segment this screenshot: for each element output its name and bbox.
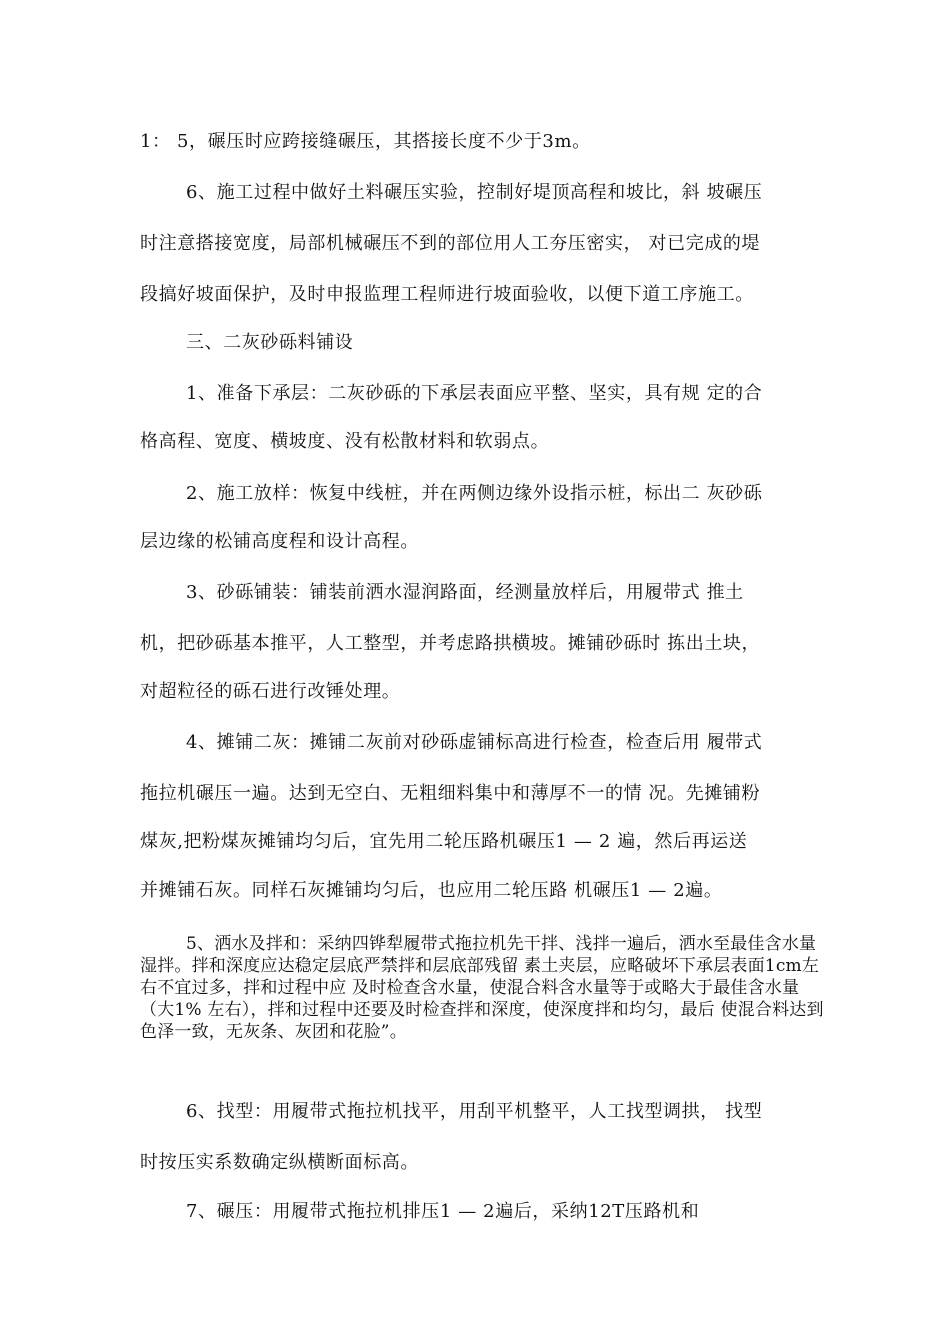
- text-line: 对超粒径的砾石进行改锤处理。: [140, 681, 401, 702]
- text-line: 6、找型：用履带式拖拉机找平，用刮平机整平，人工找型调拱， 找型: [186, 1101, 763, 1122]
- text-line: 段搞好坡面保护，及时申报监理工程师进行坡面验收，以便下道工序施工。: [140, 284, 754, 305]
- text-line: 拖拉机碾压一遍。达到无空白、无粗细料集中和薄厚不一的情 况。先摊铺粉: [140, 783, 761, 804]
- text-line: 时注意搭接宽度，局部机械碾压不到的部位用人工夯压密实， 对已完成的堤: [140, 233, 761, 254]
- paragraph-5: 5、洒水及拌和：采纳四铧犁履带式拖拉机先干拌、浅拌一遍后，洒水至最佳含水量湿拌。拌和深度应达稳定层底严禁拌和层底部残留 素土夹层，应略破坏下承层表面1cm左右不宜过多，拌和过程中应 及时检查含水量，使混合料含水量等于或略大于最佳含水量（大1% 左右），拌和过程中还要及时检查拌和深度，使深度拌和均匀，最后 使混合料达到色泽一致，无灰条、灰团和花脸”。: [140, 934, 824, 1042]
- text-line: 格高程、宽度、横坡度、没有松散材料和软弱点。: [140, 431, 550, 452]
- text-line: 7、碾压：用履带式拖拉机排压1 — 2遍后，采纳12T压路机和: [186, 1201, 700, 1222]
- text-line: 1： 5，碾压时应跨接缝碾压，其搭接长度不少于3m。: [140, 131, 591, 152]
- text-line: 1、准备下承层：二灰砂砾的下承层表面应平整、坚实，具有规 定的合: [186, 383, 763, 404]
- text-line: 煤灰,把粉煤灰摊铺均匀后，宜先用二轮压路机碾压1 — 2 遍，然后再运送: [140, 831, 748, 852]
- text-line: 机，把砂砾基本推平，人工整型，并考虑路拱横坡。摊铺砂砾时 拣出土块，: [140, 633, 761, 654]
- section-heading: 三、二灰砂砾料铺设: [186, 332, 354, 353]
- text-line: 4、摊铺二灰：摊铺二灰前对砂砾虚铺标高进行检查，检查后用 履带式: [186, 732, 763, 753]
- text-line: 层边缘的松铺高度程和设计高程。: [140, 531, 419, 552]
- text-line: 3、砂砾铺装：铺装前洒水湿润路面，经测量放样后，用履带式 推土: [186, 582, 744, 603]
- text-line: 并摊铺石灰。同样石灰摊铺均匀后，也应用二轮压路 机碾压1 — 2遍。: [140, 880, 723, 901]
- text-line: 2、施工放样：恢复中线桩，并在两侧边缘外设指示桩，标出二 灰砂砾: [186, 483, 763, 504]
- text-line: 时按压实系数确定纵横断面标高。: [140, 1152, 419, 1173]
- text-line: 6、施工过程中做好土料碾压实验，控制好堤顶高程和坡比，斜 坡碾压: [186, 182, 763, 203]
